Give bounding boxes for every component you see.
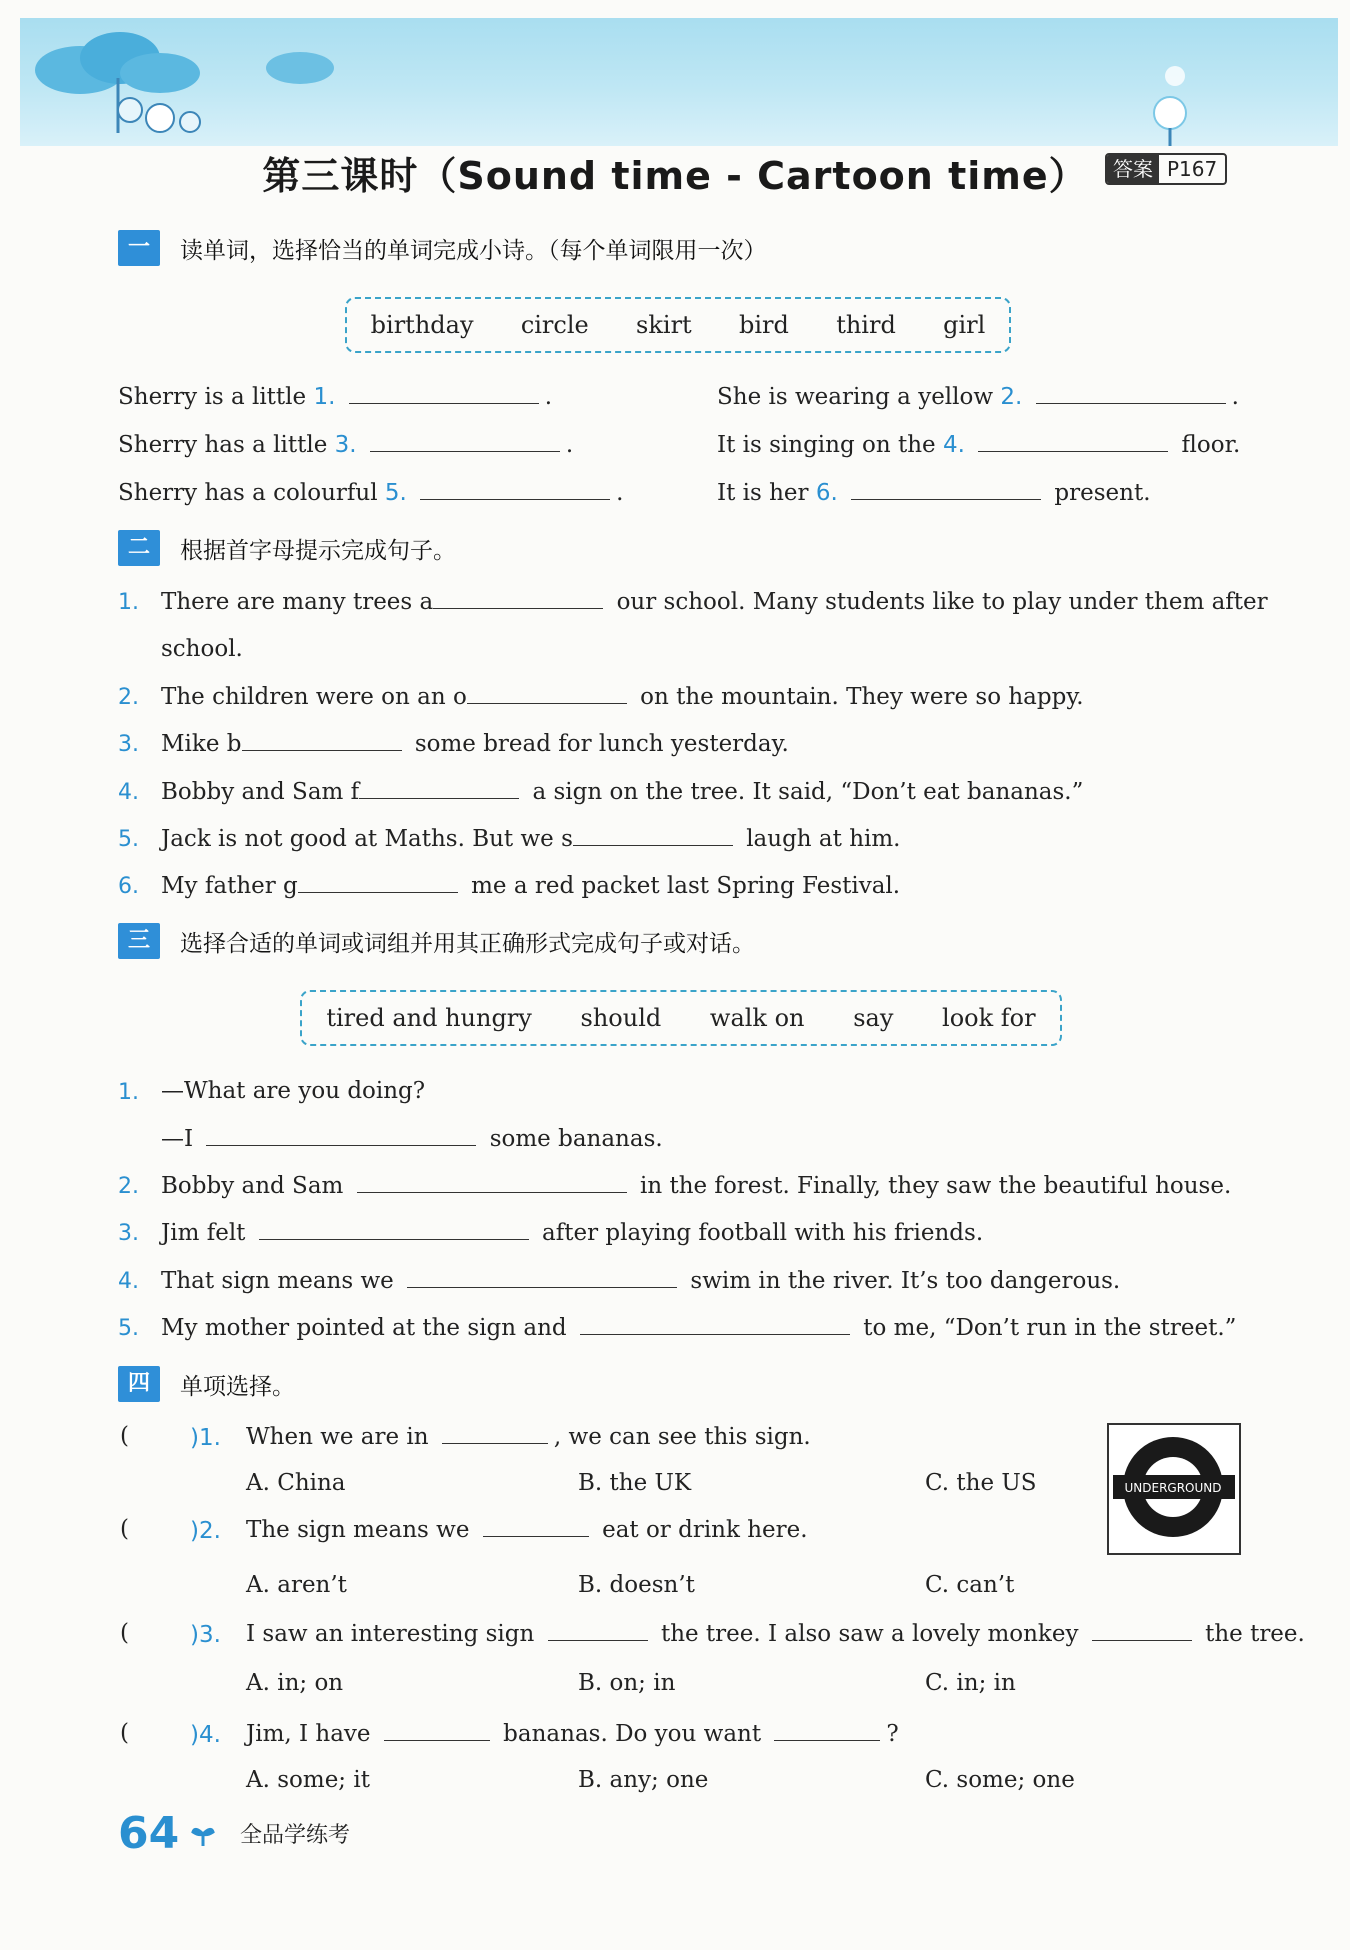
- option-a[interactable]: A. aren’t: [246, 1572, 347, 1598]
- page-title: 第三课时（Sound time - Cartoon time）: [262, 154, 1088, 198]
- answer-blank[interactable]: [580, 1314, 850, 1335]
- question-number: 3.: [118, 1221, 139, 1246]
- option-c[interactable]: C. in; in: [925, 1670, 1016, 1696]
- header-banner: [20, 18, 1338, 146]
- answer-blank[interactable]: [978, 431, 1168, 452]
- question-text: Jim, I have bananas. Do you want ?: [246, 1721, 899, 1747]
- answer-blank[interactable]: [370, 431, 560, 452]
- page-number: 64: [118, 1808, 180, 1859]
- question-number: 4.: [118, 780, 139, 805]
- answer-blank[interactable]: [298, 872, 458, 893]
- question-text: That sign means we swim in the river. It’s too dangerous.: [161, 1268, 1121, 1294]
- question-text: Bobby and Sam f a sign on the tree. It said, “Don’t eat bananas.”: [161, 779, 1084, 805]
- option-c[interactable]: C. the US: [925, 1470, 1037, 1496]
- poem-line: It is her 6. present.: [717, 480, 1151, 506]
- word-bank-1: [345, 297, 1011, 353]
- section-instruction: 根据首字母提示完成句子。: [180, 537, 456, 564]
- answer-blank[interactable]: [774, 1720, 880, 1741]
- answer-blank[interactable]: [420, 479, 610, 500]
- word-bank-item: birthday: [370, 311, 474, 339]
- question-number: 2.: [118, 1174, 139, 1199]
- question-text: My mother pointed at the sign and to me, “Don’t run in the street.”: [161, 1315, 1237, 1341]
- section-badge: 三: [118, 923, 160, 959]
- option-b[interactable]: B. doesn’t: [578, 1572, 695, 1598]
- poem-line: It is singing on the 4. floor.: [717, 432, 1241, 458]
- word-bank-item: skirt: [636, 311, 692, 339]
- answer-blank[interactable]: [1092, 1620, 1192, 1641]
- question-text-cont: school.: [161, 636, 243, 662]
- answer-page-badge: [1105, 153, 1227, 185]
- answer-bracket[interactable]: (: [120, 1720, 129, 1746]
- answer-bracket[interactable]: (: [120, 1423, 129, 1449]
- question-number: 6.: [118, 874, 139, 899]
- question-text: My father g me a red packet last Spring Festival.: [161, 873, 901, 899]
- word-bank-item: bird: [739, 311, 789, 339]
- word-bank-item: third: [836, 311, 896, 339]
- poem-line: Sherry has a colourful 5. .: [118, 480, 624, 506]
- section-2-header: [118, 530, 456, 566]
- question-text: I saw an interesting sign the tree. I also saw a lovely monkey the tree.: [246, 1621, 1305, 1647]
- question-text: Jim felt after playing football with his friends.: [161, 1220, 984, 1246]
- answer-blank[interactable]: [483, 1516, 589, 1537]
- section-instruction: 读单词，选择恰当的单词完成小诗。（每个单词限用一次）: [180, 237, 767, 264]
- answer-blank[interactable]: [242, 730, 402, 751]
- answer-bracket[interactable]: (: [120, 1516, 129, 1542]
- brand-name: 全品学练考: [240, 1823, 351, 1848]
- banner-illustration: [20, 18, 1338, 146]
- question-number: 1.: [118, 1080, 139, 1105]
- answer-blank[interactable]: [467, 683, 627, 704]
- underground-sign-icon: [1109, 1425, 1239, 1553]
- answer-blank[interactable]: [359, 778, 519, 799]
- option-b[interactable]: B. the UK: [578, 1470, 692, 1496]
- question-text: The children were on an o on the mountain. They were so happy.: [161, 684, 1084, 710]
- question-number: 5.: [118, 827, 139, 852]
- question-text: —What are you doing?: [161, 1078, 426, 1104]
- answer-blank[interactable]: [442, 1423, 548, 1444]
- answer-blank[interactable]: [407, 1267, 677, 1288]
- section-instruction: 单项选择。: [180, 1373, 295, 1400]
- option-b[interactable]: B. any; one: [578, 1767, 709, 1793]
- answer-blank[interactable]: [384, 1720, 490, 1741]
- answer-blank[interactable]: [206, 1125, 476, 1146]
- option-a[interactable]: A. in; on: [246, 1670, 344, 1696]
- answer-blank[interactable]: [548, 1620, 648, 1641]
- word-bank-item: should: [580, 1004, 662, 1032]
- answer-blank[interactable]: [349, 383, 539, 404]
- word-bank-item: girl: [943, 311, 986, 339]
- answer-blank[interactable]: [357, 1172, 627, 1193]
- answer-blank[interactable]: [851, 479, 1041, 500]
- question-number: )1.: [190, 1425, 221, 1451]
- question-number: )3.: [190, 1622, 221, 1648]
- section-instruction: 选择合适的单词或词组并用其正确形式完成句子或对话。: [180, 930, 755, 957]
- section-badge: 二: [118, 530, 160, 566]
- option-a[interactable]: A. some; it: [246, 1767, 370, 1793]
- option-c[interactable]: C. some; one: [925, 1767, 1075, 1793]
- question-number: 1.: [118, 590, 139, 615]
- underground-sign-image: [1107, 1423, 1241, 1555]
- poem-line: Sherry has a little 3. .: [118, 432, 574, 458]
- question-number: 4.: [118, 1269, 139, 1294]
- word-bank-item: circle: [520, 311, 589, 339]
- question-number: )4.: [190, 1722, 221, 1748]
- option-a[interactable]: A. China: [246, 1470, 346, 1496]
- section-4-header: [118, 1366, 295, 1402]
- question-text: Mike b some bread for lunch yesterday.: [161, 731, 789, 757]
- word-bank-item: say: [853, 1004, 894, 1032]
- question-number: 5.: [118, 1316, 139, 1341]
- answer-blank[interactable]: [259, 1219, 529, 1240]
- word-bank-item: look for: [942, 1004, 1036, 1032]
- question-text: There are many trees a our school. Many students like to play under them after: [161, 589, 1268, 615]
- question-text: When we are in , we can see this sign.: [246, 1424, 811, 1450]
- section-badge: 四: [118, 1366, 160, 1402]
- question-text: Bobby and Sam in the forest. Finally, they saw the beautiful house.: [161, 1173, 1232, 1199]
- section-badge: 一: [118, 230, 160, 266]
- poem-line: Sherry is a little 1. .: [118, 384, 553, 410]
- answer-page: P167: [1167, 157, 1218, 181]
- sign-text: UNDERGROUND: [1124, 1481, 1222, 1495]
- question-text: Jack is not good at Maths. But we s laugh at him.: [161, 826, 901, 852]
- question-text: —I some bananas.: [161, 1126, 663, 1152]
- sprout-icon: [190, 1822, 216, 1852]
- poem-line: She is wearing a yellow 2. .: [717, 384, 1239, 410]
- section-1-header: [118, 230, 767, 266]
- word-bank-3: [300, 990, 1062, 1046]
- answer-bracket[interactable]: (: [120, 1620, 129, 1646]
- question-number: 3.: [118, 732, 139, 757]
- question-text: The sign means we eat or drink here.: [246, 1517, 808, 1543]
- answer-blank[interactable]: [433, 588, 603, 609]
- answer-blank[interactable]: [1036, 383, 1226, 404]
- option-b[interactable]: B. on; in: [578, 1670, 676, 1696]
- answer-label: 答案: [1107, 155, 1159, 183]
- option-c[interactable]: C. can’t: [925, 1572, 1015, 1598]
- answer-blank[interactable]: [573, 825, 733, 846]
- question-number: 2.: [118, 685, 139, 710]
- word-bank-item: tired and hungry: [326, 1004, 532, 1032]
- word-bank-item: walk on: [709, 1004, 805, 1032]
- section-3-header: [118, 923, 755, 959]
- question-number: )2.: [190, 1518, 221, 1544]
